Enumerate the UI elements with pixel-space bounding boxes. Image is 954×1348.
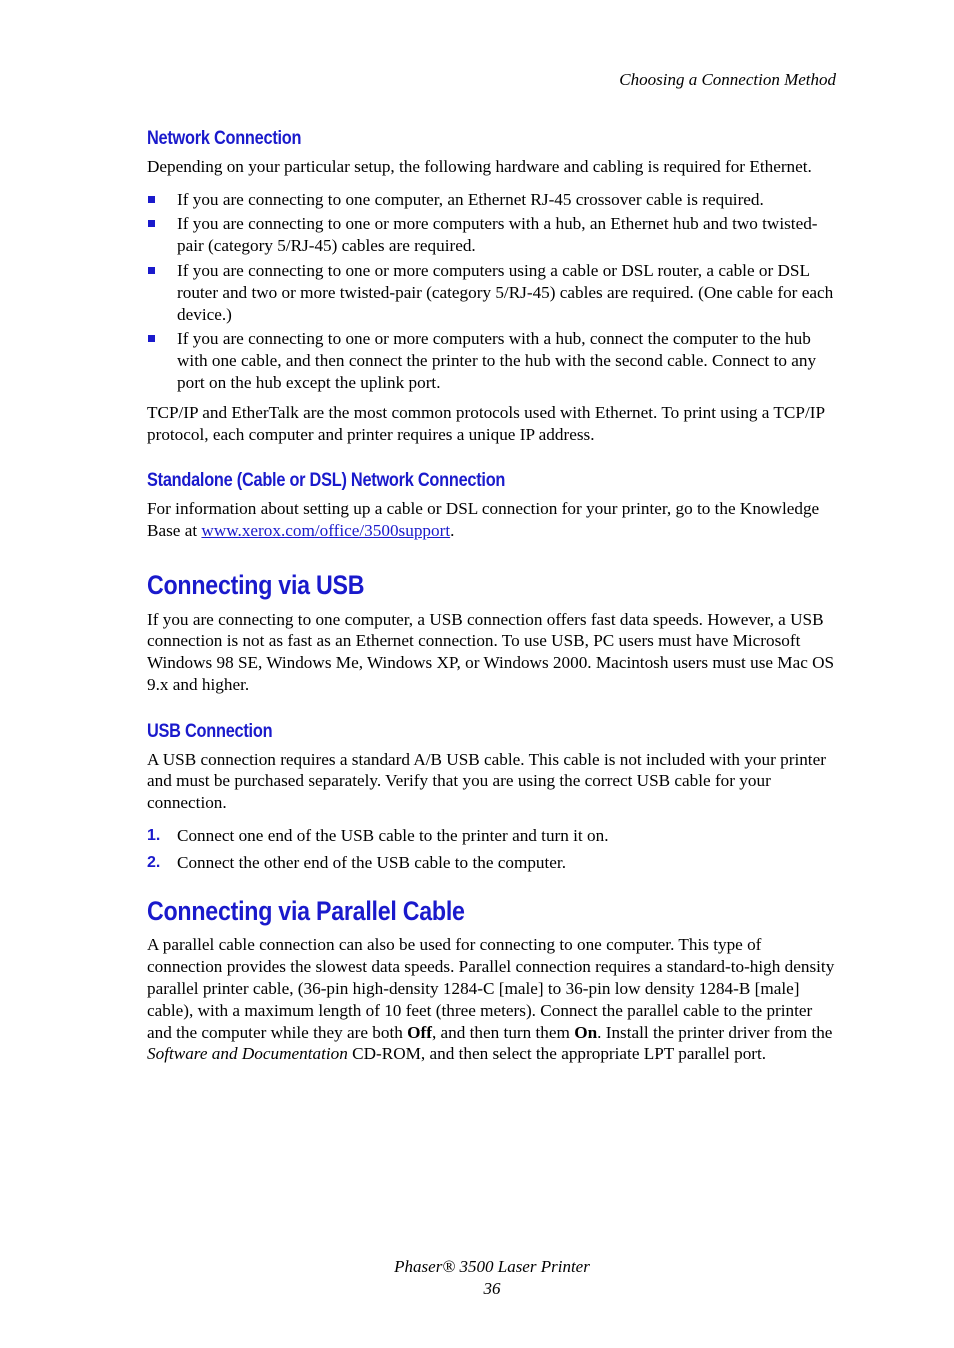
parallel-text: CD-ROM, and then select the appropriate LPT parallel port. bbox=[347, 1044, 767, 1064]
standalone-paragraph bbox=[147, 498, 837, 542]
parallel-text: , and then turn them bbox=[431, 1022, 575, 1042]
step-text: Connect the other end of the USB cable to the computer. bbox=[177, 852, 567, 872]
bullet-text: If you are connecting to one or more computers with a hub, connect the computer to the hub with one cable, and then connect the printer to the hub with the second cable. Connect to any port on the hub except the uplink port. bbox=[177, 329, 817, 392]
network-connection-heading: Network Connection bbox=[147, 128, 302, 149]
network-bullet-list bbox=[147, 189, 837, 394]
page-content bbox=[147, 128, 837, 1076]
bullet-text: If you are connecting to one or more computers using a cable or DSL router, a cable or DSL router and two or more twisted-pair (category 5/RJ-45) cables are required. (One cable for each device.) bbox=[177, 260, 834, 324]
parallel-body bbox=[147, 934, 837, 1065]
bullet-square-icon bbox=[148, 220, 155, 227]
bullet-square-icon bbox=[148, 267, 155, 274]
bullet-square-icon bbox=[148, 196, 155, 203]
running-header: Choosing a Connection Method bbox=[619, 70, 836, 89]
bullet-square-icon bbox=[148, 335, 155, 342]
parallel-text: . Install the printer driver from the bbox=[597, 1022, 833, 1042]
usb-steps-list bbox=[147, 825, 837, 874]
step-number: 2. bbox=[147, 853, 161, 871]
standalone-heading: Standalone (Cable or DSL) Network Connection bbox=[147, 470, 506, 492]
connecting-via-usb-heading: Connecting via USB bbox=[147, 569, 365, 600]
standalone-period: . bbox=[450, 520, 455, 540]
list-item bbox=[147, 852, 837, 874]
page-footer bbox=[0, 1256, 954, 1300]
usb-connection-body: A USB connection requires a standard A/B USB cable. This cable is not included with your printer and must be purchased separately. Verify that you are using the correct USB cable for your connection. bbox=[147, 749, 826, 813]
list-item bbox=[147, 260, 837, 325]
product-name: Phaser® 3500 Laser Printer bbox=[394, 1257, 590, 1276]
list-item bbox=[147, 213, 837, 257]
step-text: Connect one end of the USB cable to the printer and turn it on. bbox=[177, 825, 609, 845]
list-item bbox=[147, 189, 837, 211]
list-item bbox=[147, 328, 837, 393]
step-number: 1. bbox=[147, 826, 161, 844]
doc-title: Software and Documentation bbox=[147, 1044, 348, 1064]
bullet-text: If you are connecting to one computer, an Ethernet RJ-45 crossover cable is required. bbox=[177, 189, 764, 209]
page-number: 36 bbox=[483, 1279, 501, 1298]
support-link[interactable]: www.xerox.com/office/3500support bbox=[201, 520, 451, 540]
bullet-text: If you are connecting to one or more computers with a hub, an Ethernet hub and two twisted-pair (category 5/RJ-45) cables are required. bbox=[177, 214, 818, 256]
off-label: Off bbox=[407, 1022, 432, 1042]
parallel-text: A parallel cable connection can also be used for connecting to one computer. This type of connection provides the slowest data speeds. Parallel connection requires a standard-to-high density parallel printer cable, (36-pin high-density 1284-C [male] to 36-pin low density 1284-B [male] cable), with a maximum length of 10 feet (three meters). Connect the parallel cable to the printer and the computer while they are both bbox=[147, 935, 835, 1042]
standalone-text: For information about setting up a cable or DSL connection for your printer, go to the Knowledge Base at bbox=[147, 499, 820, 540]
list-item bbox=[147, 825, 837, 847]
network-intro: Depending on your particular setup, the following hardware and cabling is required for Ethernet. bbox=[147, 156, 812, 176]
on-label: On bbox=[574, 1022, 598, 1042]
connecting-via-parallel-heading: Connecting via Parallel Cable bbox=[147, 895, 465, 926]
usb-connection-heading: USB Connection bbox=[147, 720, 273, 742]
via-usb-body: If you are connecting to one computer, a USB connection offers fast data speeds. However, a USB connection is not as fast as an Ethernet connection. To use USB, PC users must have Microsoft Windows 98 SE, Windows Me, Windows XP, or Windows 2000. Macintosh users must use Mac OS 9.x and higher. bbox=[147, 609, 835, 694]
network-closing: TCP/IP and EtherTalk are the most common protocols used with Ethernet. To print using a TCP/IP protocol, each computer and printer requires a unique IP address. bbox=[147, 402, 825, 444]
